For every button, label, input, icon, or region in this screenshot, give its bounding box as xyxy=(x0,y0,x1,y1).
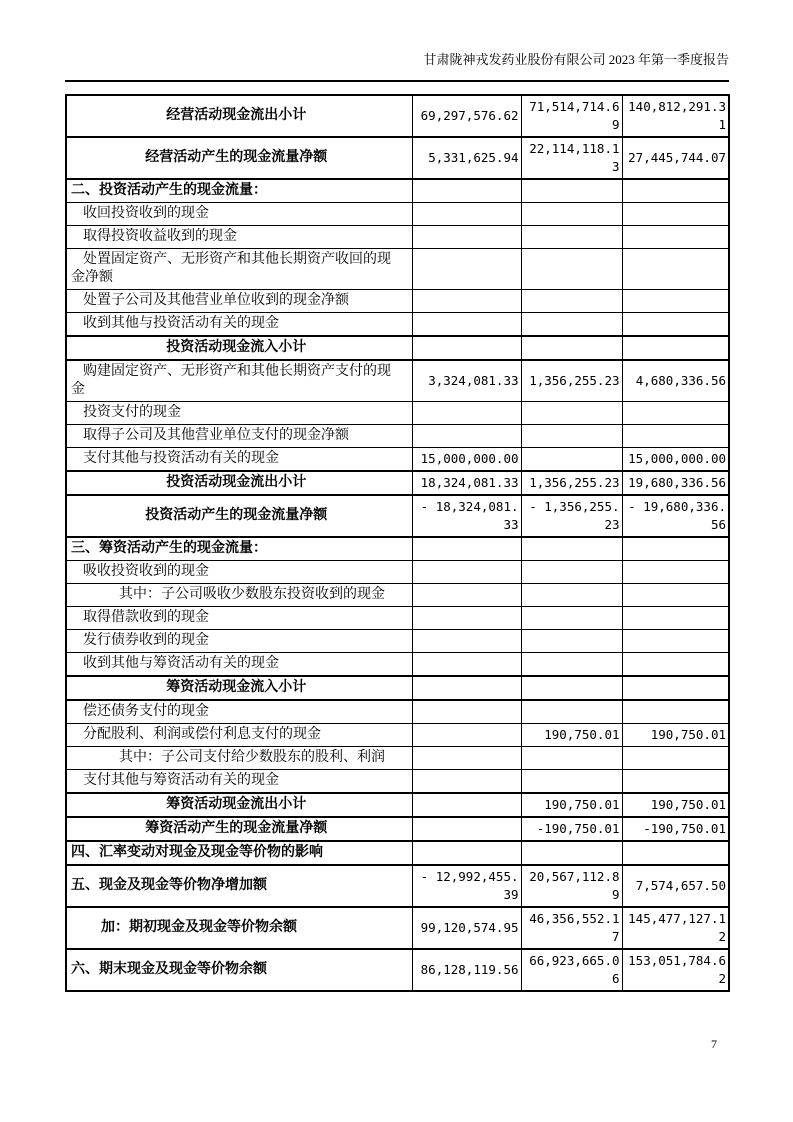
value-cell-col2 xyxy=(521,537,622,561)
value-cell-col3 xyxy=(622,537,729,561)
row-label: 吸收投资收到的现金 xyxy=(66,561,412,584)
value-cell-col3: 153,051,784.62 xyxy=(622,949,729,991)
value-cell-col3: 145,477,127.12 xyxy=(622,907,729,949)
value-cell-col3 xyxy=(622,402,729,425)
value-cell-col3 xyxy=(622,179,729,203)
row-label: 发行债券收到的现金 xyxy=(66,630,412,653)
row-label: 三、筹资活动产生的现金流量： xyxy=(66,537,412,561)
value-cell-col3 xyxy=(622,226,729,249)
row-label: 筹资活动现金流出小计 xyxy=(66,793,412,817)
value-cell-col2: -190,750.01 xyxy=(521,817,622,841)
value-cell-col2: 66,923,665.06 xyxy=(521,949,622,991)
value-cell-col2 xyxy=(521,676,622,700)
table-row xyxy=(66,817,729,841)
table-row xyxy=(66,95,729,137)
table-row xyxy=(66,747,729,770)
table-row xyxy=(66,313,729,337)
value-cell-col1 xyxy=(412,630,521,653)
value-cell-col1 xyxy=(412,425,521,448)
row-label: 经营活动产生的现金流量净额 xyxy=(66,137,412,179)
value-cell-col2 xyxy=(521,203,622,226)
value-cell-col1 xyxy=(412,561,521,584)
value-cell-col1: 15,000,000.00 xyxy=(412,448,521,472)
value-cell-col2 xyxy=(521,336,622,360)
value-cell-col3: 190,750.01 xyxy=(622,724,729,747)
value-cell-col3 xyxy=(622,676,729,700)
value-cell-col1 xyxy=(412,841,521,865)
table-row xyxy=(66,653,729,677)
table-row xyxy=(66,360,729,402)
value-cell-col1 xyxy=(412,336,521,360)
value-cell-col1 xyxy=(412,179,521,203)
page-number: 7 xyxy=(711,1037,717,1051)
value-cell-col2: 190,750.01 xyxy=(521,724,622,747)
table-row xyxy=(66,226,729,249)
value-cell-col3: 27,445,744.07 xyxy=(622,137,729,179)
value-cell-col2: 71,514,714.69 xyxy=(521,95,622,137)
value-cell-col1: 3,324,081.33 xyxy=(412,360,521,402)
row-label: 投资活动现金流入小计 xyxy=(66,336,412,360)
row-label: 支付其他与投资活动有关的现金 xyxy=(66,448,412,472)
cash-flow-table xyxy=(65,94,730,992)
value-cell-col2 xyxy=(521,561,622,584)
value-cell-col1 xyxy=(412,747,521,770)
row-label: 六、期末现金及现金等价物余额 xyxy=(66,949,412,991)
value-cell-col2 xyxy=(521,448,622,472)
value-cell-col2 xyxy=(521,313,622,337)
value-cell-col1 xyxy=(412,817,521,841)
value-cell-col2: 1,356,255.23 xyxy=(521,360,622,402)
value-cell-col1 xyxy=(412,607,521,630)
value-cell-col1 xyxy=(412,402,521,425)
value-cell-col1 xyxy=(412,249,521,290)
value-cell-col3 xyxy=(622,336,729,360)
row-label: 四、汇率变动对现金及现金等价物的影响 xyxy=(66,841,412,865)
table-row xyxy=(66,907,729,949)
value-cell-col3: 7,574,657.50 xyxy=(622,865,729,907)
value-cell-col1 xyxy=(412,537,521,561)
table-row xyxy=(66,249,729,290)
table-row xyxy=(66,425,729,448)
row-label: 筹资活动产生的现金流量净额 xyxy=(66,817,412,841)
value-cell-col3 xyxy=(622,841,729,865)
table-row xyxy=(66,495,729,537)
value-cell-col1 xyxy=(412,313,521,337)
value-cell-col1: - 18,324,081.33 xyxy=(412,495,521,537)
value-cell-col2: 22,114,118.13 xyxy=(521,137,622,179)
table-row xyxy=(66,179,729,203)
value-cell-col2: 190,750.01 xyxy=(521,793,622,817)
value-cell-col3 xyxy=(622,561,729,584)
row-label: 购建固定资产、无形资产和其他长期资产支付的现金 xyxy=(66,360,412,402)
row-label: 收回投资收到的现金 xyxy=(66,203,412,226)
value-cell-col1 xyxy=(412,226,521,249)
row-label: 处置固定资产、无形资产和其他长期资产收回的现金净额 xyxy=(66,249,412,290)
value-cell-col1 xyxy=(412,203,521,226)
value-cell-col2 xyxy=(521,179,622,203)
value-cell-col1: 99,120,574.95 xyxy=(412,907,521,949)
value-cell-col3: 140,812,291.31 xyxy=(622,95,729,137)
value-cell-col3: 15,000,000.00 xyxy=(622,448,729,472)
value-cell-col1 xyxy=(412,770,521,794)
value-cell-col2 xyxy=(521,747,622,770)
value-cell-col2 xyxy=(521,226,622,249)
table-row xyxy=(66,630,729,653)
report-title: 甘肃陇神戎发药业股份有限公司 2023 年第一季度报告 xyxy=(423,52,729,67)
table-row xyxy=(66,402,729,425)
table-row xyxy=(66,841,729,865)
value-cell-col2 xyxy=(521,290,622,313)
value-cell-col1: 86,128,119.56 xyxy=(412,949,521,991)
value-cell-col2 xyxy=(521,841,622,865)
row-label: 偿还债务支付的现金 xyxy=(66,700,412,724)
value-cell-col3 xyxy=(622,249,729,290)
row-label: 分配股利、利润或偿付利息支付的现金 xyxy=(66,724,412,747)
value-cell-col1 xyxy=(412,676,521,700)
value-cell-col1 xyxy=(412,700,521,724)
table-row xyxy=(66,700,729,724)
row-label: 投资支付的现金 xyxy=(66,402,412,425)
table-row xyxy=(66,793,729,817)
value-cell-col3 xyxy=(622,747,729,770)
value-cell-col3 xyxy=(622,203,729,226)
row-label: 取得子公司及其他营业单位支付的现金净额 xyxy=(66,425,412,448)
table-row xyxy=(66,561,729,584)
value-cell-col3 xyxy=(622,653,729,677)
row-label: 收到其他与投资活动有关的现金 xyxy=(66,313,412,337)
row-label: 取得投资收益收到的现金 xyxy=(66,226,412,249)
value-cell-col3 xyxy=(622,770,729,794)
value-cell-col1 xyxy=(412,653,521,677)
table-row xyxy=(66,584,729,607)
value-cell-col2 xyxy=(521,607,622,630)
row-label: 其中：子公司吸收少数股东投资收到的现金 xyxy=(66,584,412,607)
table-row xyxy=(66,537,729,561)
value-cell-col1 xyxy=(412,793,521,817)
value-cell-col3: 19,680,336.56 xyxy=(622,471,729,495)
value-cell-col3 xyxy=(622,425,729,448)
value-cell-col2: 20,567,112.89 xyxy=(521,865,622,907)
value-cell-col2 xyxy=(521,249,622,290)
value-cell-col1 xyxy=(412,290,521,313)
value-cell-col3: - 19,680,336.56 xyxy=(622,495,729,537)
value-cell-col2: 46,356,552.17 xyxy=(521,907,622,949)
table-row xyxy=(66,949,729,991)
row-label: 加：期初现金及现金等价物余额 xyxy=(66,907,412,949)
table-row xyxy=(66,448,729,472)
value-cell-col2: - 1,356,255.23 xyxy=(521,495,622,537)
value-cell-col3: 190,750.01 xyxy=(622,793,729,817)
value-cell-col2 xyxy=(521,770,622,794)
value-cell-col3 xyxy=(622,584,729,607)
table-row xyxy=(66,770,729,794)
value-cell-col1 xyxy=(412,724,521,747)
value-cell-col2 xyxy=(521,425,622,448)
value-cell-col2: 1,356,255.23 xyxy=(521,471,622,495)
value-cell-col3 xyxy=(622,700,729,724)
table-row xyxy=(66,471,729,495)
table-row xyxy=(66,607,729,630)
value-cell-col1: 69,297,576.62 xyxy=(412,95,521,137)
value-cell-col3 xyxy=(622,607,729,630)
value-cell-col2 xyxy=(521,584,622,607)
value-cell-col1: - 12,992,455.39 xyxy=(412,865,521,907)
value-cell-col3: -190,750.01 xyxy=(622,817,729,841)
row-label: 取得借款收到的现金 xyxy=(66,607,412,630)
value-cell-col1: 5,331,625.94 xyxy=(412,137,521,179)
value-cell-col3 xyxy=(622,630,729,653)
cash-flow-table-body xyxy=(66,95,729,991)
value-cell-col3: 4,680,336.56 xyxy=(622,360,729,402)
value-cell-col2 xyxy=(521,700,622,724)
value-cell-col2 xyxy=(521,402,622,425)
table-row xyxy=(66,865,729,907)
row-label: 处置子公司及其他营业单位收到的现金净额 xyxy=(66,290,412,313)
table-row xyxy=(66,137,729,179)
row-label: 投资活动产生的现金流量净额 xyxy=(66,495,412,537)
row-label: 投资活动现金流出小计 xyxy=(66,471,412,495)
row-label: 二、投资活动产生的现金流量： xyxy=(66,179,412,203)
row-label: 五、现金及现金等价物净增加额 xyxy=(66,865,412,907)
value-cell-col3 xyxy=(622,290,729,313)
table-row xyxy=(66,676,729,700)
row-label: 筹资活动现金流入小计 xyxy=(66,676,412,700)
table-row xyxy=(66,724,729,747)
table-row xyxy=(66,203,729,226)
row-label: 支付其他与筹资活动有关的现金 xyxy=(66,770,412,794)
table-row xyxy=(66,290,729,313)
value-cell-col1 xyxy=(412,584,521,607)
row-label: 其中：子公司支付给少数股东的股利、利润 xyxy=(66,747,412,770)
row-label: 收到其他与筹资活动有关的现金 xyxy=(66,653,412,677)
row-label: 经营活动现金流出小计 xyxy=(66,95,412,137)
value-cell-col2 xyxy=(521,630,622,653)
document-header xyxy=(65,52,729,82)
value-cell-col1: 18,324,081.33 xyxy=(412,471,521,495)
value-cell-col3 xyxy=(622,313,729,337)
value-cell-col2 xyxy=(521,653,622,677)
table-row xyxy=(66,336,729,360)
